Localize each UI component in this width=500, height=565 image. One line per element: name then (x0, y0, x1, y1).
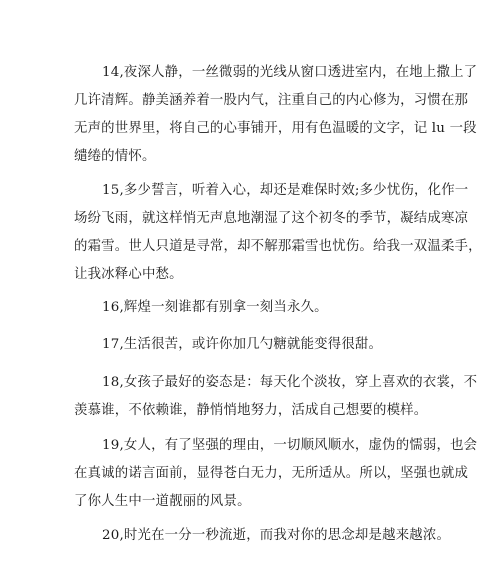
paragraph-line: 让我冰释心中愁。 (74, 267, 183, 282)
paragraph-line: 缱绻的情怀。 (74, 149, 156, 164)
paragraph-14 (74, 59, 478, 171)
paragraph-line: 18,女孩子最好的姿态是：每天化个淡妆，穿上喜欢的衣裳，不 (102, 375, 478, 390)
paragraph-line: 16,辉煌一刻谁都有别拿一刻当永久。 (102, 300, 328, 315)
paragraph-20 (74, 522, 451, 550)
paragraph-line: 在真诚的诺言面前，显得苍白无力，无所适从。所以，坚强也就成 (74, 466, 469, 481)
paragraph-line: 15,多少誓言，听着入心，却还是难保时效;多少忧伤，化作一 (102, 183, 469, 198)
paragraph-18 (74, 369, 478, 425)
paragraph-line: 14,夜深人静，一丝微弱的光线从窗口透进室内，在地上撒上了 (102, 65, 478, 80)
paragraph-line: 场纷飞雨，就这样悄无声息地潮湿了这个初冬的季节，凝结成寒凉 (74, 211, 469, 226)
paragraph-line: 19,女人，有了坚强的理由，一切顺风顺水，虚伪的懦弱，也会 (102, 438, 478, 453)
paragraph-line: 羡慕谁，不依赖谁，静悄悄地努力，活成自己想要的模样。 (74, 403, 428, 418)
paragraph-line: 20,时光在一分一秒流逝，而我对你的思念却是越来越浓。 (102, 528, 451, 543)
paragraph-15 (74, 177, 482, 289)
paragraph-line: 的霜雪。世人只道是寻常，却不解那霜雪也忧伤。给我一双温柔手， (74, 239, 482, 254)
paragraph-line: 无声的世界里，将自己的心事铺开，用有色温暖的文字，记 lu 一段 (74, 121, 477, 136)
paragraph-line: 几许清辉。静美涵养着一股内气，注重自己的内心修为，习惯在那 (74, 93, 469, 108)
paragraph-19 (74, 432, 478, 516)
paragraph-line: 了你人生中一道靓丽的风景。 (74, 494, 251, 509)
paragraph-17 (74, 331, 434, 359)
paragraph-line: 17,生活很苦，或许你加几勺糖就能变得很甜。 (102, 337, 383, 352)
paragraph-16 (74, 294, 434, 322)
